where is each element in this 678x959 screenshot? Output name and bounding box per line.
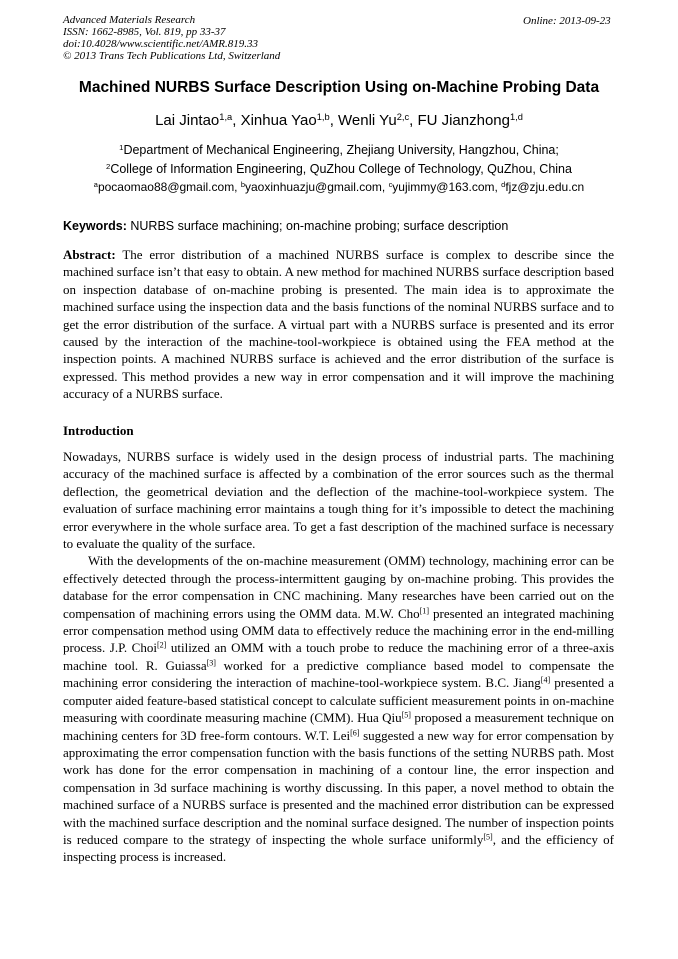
citation-sup: [5]: [401, 710, 411, 720]
intro-text-segment: , and the efficiency of inspecting process is increased.: [63, 831, 614, 865]
author-name: Xinhua Yao: [240, 112, 317, 129]
affiliation-sup: 2: [106, 161, 111, 171]
email-sup: c: [388, 179, 393, 189]
intro-paragraph-2: [63, 552, 614, 865]
author-sep: ,: [232, 112, 241, 129]
affiliation-sup: 1: [119, 142, 124, 152]
doi-line: doi:10.4028/www.scientific.net/AMR.819.33: [63, 38, 259, 50]
intro-text-segment: presented a computer aided feature-based statistical concept to calculate sufficient measurement points in on-machine measuring with coordinate measuring machine (CMM). Hua Qiu: [63, 675, 614, 726]
issn-line: ISSN: 1662-8985, Vol. 819, pp 33-37: [63, 26, 226, 38]
paper-title: Machined NURBS Surface Description Using on-Machine Probing Data: [78, 79, 600, 96]
email-text: yujimmy@163.com,: [392, 180, 502, 194]
abstract-label: Abstract:: [63, 247, 116, 262]
intro-paragraph-1: Nowadays, NURBS surface is widely used in the design process of industrial parts. The machining accuracy of the machined surface is affected by a combination of the error sources such as the thermal deflection, the geometrical deviation and the deflection of the machine-tool-workpiece system. The evaluation of surface machining error maintains a tough thing for it’s impossible to detect the machining error everywhere in the whole surface area. To get a fast description of the machined surface is necessary to evaluate the quality of the surface.: [63, 449, 614, 552]
author-name: Lai Jintao: [155, 112, 220, 129]
affiliation-2: [0, 162, 678, 176]
affiliation-text: Department of Mechanical Engineering, Zhejiang University, Hangzhou, China;: [123, 143, 559, 157]
intro-text-segment: worked for a predictive compliance based model to compensate the machining error considering the interaction of machine-tool-workpiece system. B.C. Jiang: [63, 657, 614, 691]
email-text: pocaomao88@gmail.com,: [97, 180, 241, 194]
affiliation-text: College of Information Engineering, QuZhou College of Technology, QuZhou, China: [110, 162, 572, 176]
introduction-body: [63, 448, 614, 866]
affiliation-1: [0, 143, 678, 157]
intro-text-segment: proposed a measurement technique on machining centers for 3D free-form contours. W.T. Lei: [63, 710, 615, 743]
author-sup: 1,d: [510, 111, 523, 122]
citation-sup: [2]: [156, 641, 167, 651]
email-text: fjz@zju.edu.cn: [505, 180, 585, 194]
author-sup: 2,c: [396, 111, 410, 122]
email-text: yaoxinhuazju@gmail.com,: [245, 180, 389, 194]
citation-sup: [6]: [350, 728, 360, 738]
journal-info: [63, 14, 280, 62]
intro-text-segment: suggested a new way for error compensation by approximating the error compensation function with the basis functions of the setting NURBS path. Most work has done for the error compensation in machining of a contour line, the error inspection and compensation in 3d surface machining is worthy discussing. In this paper, a novel method to obtain the machined surface of a NURBS surface is presented and the machined error distribution can be expressed with the machined surface description and the nominal surface designed. The number of inspection points is reduced compare to the strategy of inspecting the whole surface uniformly: [63, 727, 614, 847]
author-sup: 1,a: [219, 111, 233, 122]
abstract-text: The error distribution of a machined NURBS surface is complex to describe since the machined surface isn’t that easy to obtain. A new method for machined NURBS surface description based on inspection database of on-machine probing is presented. The main idea is to approximate the machined surface using the inspection data and the basis functions of the nominal NURBS surface and to get the error distribution of the surface. A virtual part with a NURBS surface is presented and its error caused by the interaction of the machine-tool-workpiece is obtained using the FEA method at the inspection points. A machined NURBS surface is achieved and the error distribution of the surface is expressed. This method provides a new way in error compensation and it will improve the machining accuracy of a NURBS surface.: [63, 247, 614, 402]
citation-sup: [1]: [419, 606, 430, 616]
citation-sup: [3]: [206, 658, 216, 668]
email-list: [0, 180, 678, 194]
author-sep: ,: [329, 112, 339, 129]
author-sep: ,: [409, 112, 418, 129]
copyright-line: © 2013 Trans Tech Publications Ltd, Switzerland: [63, 50, 281, 62]
author-sup: 1,b: [316, 111, 330, 122]
author-list: [0, 112, 678, 129]
keywords-label: Keywords:: [63, 219, 127, 233]
email-sup: a: [93, 179, 98, 189]
intro-text-segment: With the developments of the on-machine measurement (OMM) technology, machining error can be effectively detected through the process-intermittent gauging by on-machine probing. This provides the database for the error compensation in CNC machining. Many researches have been carried out on the compensation of machining errors using the OMM data. M.W. Cho: [63, 553, 614, 621]
intro-text-segment: utilized an OMM with a touch probe to reduce the machining error of a three-axis machine tool. R. Guiassa: [63, 640, 614, 673]
section-heading: Introduction: [63, 423, 134, 438]
intro-text-segment: presented an integrated machining error compensation method using OMM data to effectively reduce the machining error in the end-milling process. J.P. Choi: [63, 605, 614, 656]
citation-sup: [4]: [540, 675, 551, 685]
author-name: Wenli Yu: [338, 112, 397, 129]
journal-name: Advanced Materials Research: [63, 14, 196, 26]
email-sup: d: [501, 179, 506, 189]
author-name: FU Jianzhong: [417, 112, 510, 129]
email-sup: b: [240, 179, 245, 189]
keywords: [63, 219, 623, 233]
citation-sup: [5]: [483, 832, 493, 842]
online-date: Online: 2013-09-23: [523, 15, 611, 27]
abstract: [63, 246, 614, 403]
keywords-text: NURBS surface machining; on-machine probing; surface description: [126, 219, 509, 233]
